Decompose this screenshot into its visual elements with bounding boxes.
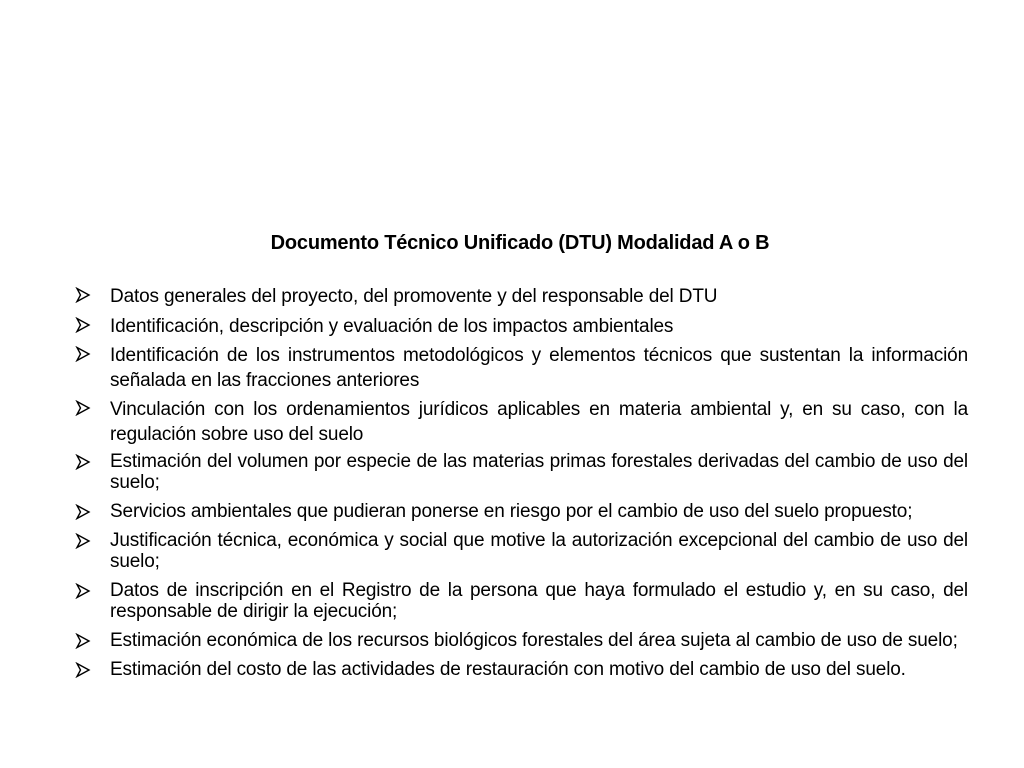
list-item bbox=[72, 501, 968, 522]
arrowhead-bullet-icon bbox=[72, 314, 94, 335]
list-item-text: Vinculación con los ordenamientos jurídicos aplicables en materia ambiental y, en su caso, con la regulación sobre uso del suelo bbox=[110, 399, 968, 445]
list-item bbox=[72, 530, 968, 572]
list-item-text: Justificación técnica, económica y social que motive la autorización excepcional del cambio de uso del suelo; bbox=[110, 530, 968, 572]
list-item-text: Identificación, descripción y evaluación de los impactos ambientales bbox=[110, 316, 674, 337]
list-item bbox=[72, 580, 968, 622]
arrowhead-bullet-icon bbox=[72, 451, 94, 472]
list-item bbox=[72, 451, 968, 493]
arrowhead-bullet-icon bbox=[72, 284, 94, 305]
arrowhead-bullet-icon bbox=[72, 659, 94, 680]
list-item bbox=[72, 397, 968, 447]
list-item-text: Datos generales del proyecto, del promovente y del responsable del DTU bbox=[110, 286, 718, 307]
list-item-text: Estimación del volumen por especie de las materias primas forestales derivadas del cambio de uso del suelo; bbox=[110, 451, 968, 493]
arrowhead-bullet-icon bbox=[72, 580, 94, 601]
list-item-text: Estimación del costo de las actividades de restauración con motivo del cambio de uso del suelo. bbox=[110, 659, 906, 680]
arrowhead-bullet-icon bbox=[72, 501, 94, 522]
arrowhead-bullet-icon bbox=[72, 397, 94, 418]
arrowhead-bullet-icon bbox=[72, 530, 94, 551]
arrowhead-bullet-icon bbox=[72, 343, 94, 364]
document-title: Documento Técnico Unificado (DTU) Modalidad A o B bbox=[270, 232, 770, 254]
list-item-text: Servicios ambientales que pudieran ponerse en riesgo por el cambio de uso del suelo propuesto; bbox=[110, 501, 913, 522]
list-item-text: Datos de inscripción en el Registro de la persona que haya formulado el estudio y, en su caso, del responsable de dirigir la ejecución; bbox=[110, 580, 968, 622]
requirements-list bbox=[72, 284, 968, 688]
list-item bbox=[72, 659, 968, 680]
list-item bbox=[72, 343, 968, 393]
list-item bbox=[72, 630, 968, 651]
list-item bbox=[72, 284, 968, 309]
arrowhead-bullet-icon bbox=[72, 630, 94, 651]
list-item bbox=[72, 314, 968, 339]
list-item-text: Estimación económica de los recursos biológicos forestales del área sujeta al cambio de uso de suelo; bbox=[110, 630, 958, 651]
list-item-text: Identificación de los instrumentos metodológicos y elementos técnicos que sustentan la información señalada en las fracciones anteriores bbox=[110, 345, 968, 391]
